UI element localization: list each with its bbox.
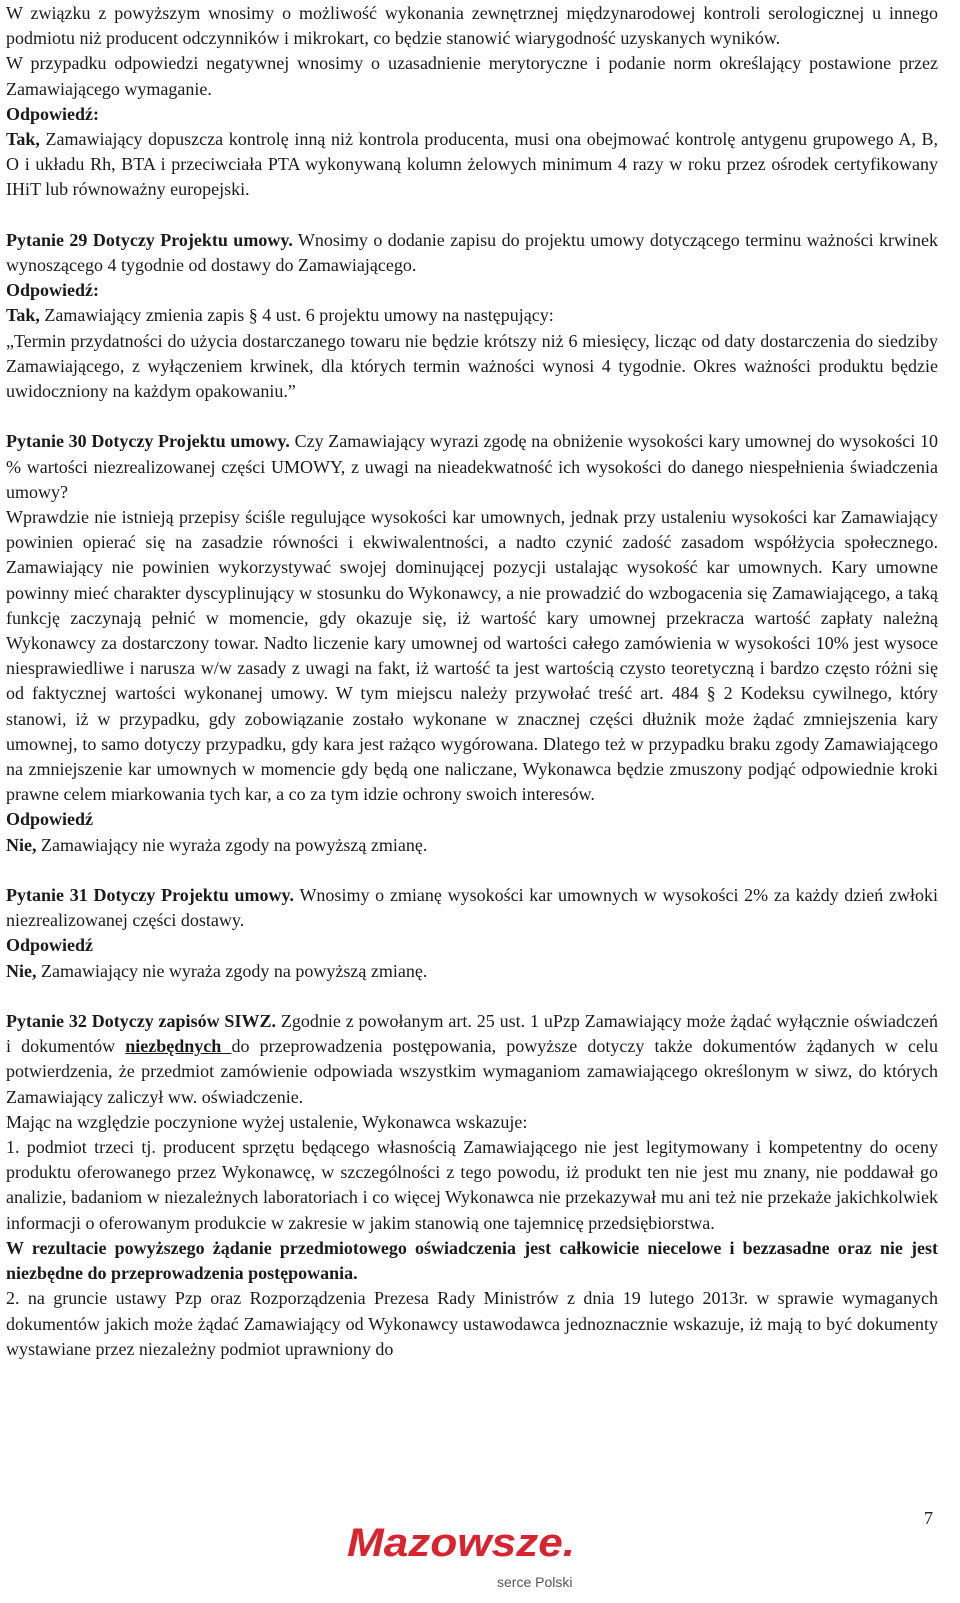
bold-text: Odpowiedź: [6,280,100,301]
text-run: do przeprowadzenia postępowania, powyższe dotyczy także dokumentów żądanych w celu potwierdzenia, że przedmiot zamówienie odpowiada wszystkim wymaganiom zamawiającego określonym w siwz, do których Zamawiający zaliczył ww. oświadczenie. [6,1036,938,1107]
text-run: „Termin przydatności do użycia dostarczanego towaru nie będzie krótszy niż 6 miesięcy, licząc od daty dostarczenia do siedziby Zamawiającego, z wyłączeniem krwinek, dla których termin ważności wynosi 4 tygodnie. Okres ważności produktu będzie uwidoczniony na każdym opakowaniu.” [6,330,938,402]
paragraph [6,429,938,505]
bold-text: Pytanie 32 Dotyczy zapisów SIWZ. [6,1011,276,1032]
paragraph [6,933,938,958]
paragraph-gap [6,203,938,228]
bold-text: Nie, [6,960,37,981]
paragraph [6,127,938,203]
paragraph [6,1110,938,1135]
paragraph [6,1009,938,1110]
text-run: Zamawiający nie wyraża zgody na powyższą zmianę. [36,834,428,855]
paragraph [6,883,938,933]
bold-text: Pytanie 31 Dotyczy Projektu umowy. [6,885,295,906]
paragraph [6,959,938,984]
bold-text: Pytanie 29 Dotyczy Projektu umowy. [6,229,293,250]
mazowsze-logo [345,1518,585,1600]
text-run: W przypadku odpowiedzi negatywnej wnosimy o uzasadnienie merytoryczne i podanie norm określający postawione przez Zamawiającego wymaganie. [6,53,938,99]
text-run: 2. na gruncie ustawy Pzp oraz Rozporządzenia Prezesa Rady Ministrów z dnia 19 lutego 2013r. w sprawie wymaganych dokumentów jakich może żądać Zamawiający od Wykonawcy ustawodawca jednoznacznie wskazuje, iż mają to być dokumenty wystawiane przez niezależny podmiot uprawniony do [6,1288,938,1359]
text-run: Wprawdzie nie istnieją przepisy ściśle regulujące wysokości kar umownych, jednak przy ustaleniu wysokości kar Zamawiający powinien opierać się na zasadzie równości i ekwiwalentności, a nadto czynić zadość zasadom współżycia społecznego. Zamawiający nie powinien wykorzystywać swojej dominującej pozycji ustalając wysokość kar umownych. Kary umowne powinny mieć charakter dyscyplinujący w stosunku do Wykonawcy, a nie prowadzić do wzbogacenia się Zamawiającego, a taką funkcję zaczynają pełnić w momencie, gdy okazuje się, iż wartość kary umownej przekracza wartość zapłaty należną Wykonawcy za dostarczony towar. Nadto liczenie kary umownej od wartości całego zamówienia w wysokości 10% jest wysoce niesprawiedliwe i narusza w/w zasady z uwagi na fakt, iż wartość ta jest wartością czysto teoretyczną i bardzo często różni się od faktycznej wartości wykonanej umowy. W tym miejscu należy przywołać treść art. 484 § 2 Kodeksu cywilnego, który stanowi, iż w przypadku, gdy zobowiązanie zostało wykonane w znacznej części dłużnik może żądać zmniejszenia kary umownej, to samo dotyczy przypadku, gdy kara jest rażąco wygórowana. Dlatego też w przypadku braku zgody Zamawiającego na zmniejszenie kar umownych w momencie gdy będą one naliczane, Wykonawca będzie zmuszony podjąć odpowiednie kroki prawne celem miarkowania tych kar, a co za tym idzie ochrony swoich interesów. [6,507,938,805]
bold-text: Odpowiedź: [6,103,100,124]
paragraph [6,1,938,51]
paragraph [6,505,938,807]
text-run: Zamawiający nie wyraża zgody na powyższą zmianę. [36,960,428,981]
logo-tagline: serce Polski [497,1574,573,1590]
paragraph-gap [6,858,938,883]
bold-text: Tak, [6,305,40,326]
paragraph [6,807,938,832]
text-run: 1. podmiot trzeci tj. producent sprzętu będącego własnością Zamawiającego nie jest legitymowany i kompetentny do oceny produktu oferowanego przez Wykonawcę, w szczególności z tego powodu, iż produkt ten nie jest mu znany, nie poddawał go analizie, badaniom w niezależnych laboratoriach i co więcej Wykonawca nie przekazywał mu ani też nie przekaże jakichkolwiek informacji o oferowanym produkcie w zakresie w jakim stanowią one tajemnicę przedsiębiorstwa. [6,1137,938,1233]
paragraph [6,1286,938,1362]
text-run: Czy Zamawiający wyrazi zgodę na obniżenie wysokości kary umownej do wysokości 10 % wartości niezrealizowanej części UMOWY, z uwagi na nieadekwatność ich wysokości do danego niespełnienia świadczenia umowy? [6,431,938,502]
paragraph [6,102,938,127]
text-run: W związku z powyższym wnosimy o możliwość wykonania zewnętrznej międzynarodowej kontroli serologicznej u innego podmiotu niż producent odczynników i mikrokart, co będzie stanowić wiarygodność uzyskanych wyników. [6,3,938,49]
bold-text: Odpowiedź [6,935,94,956]
bold-text: niezbędnych [125,1036,232,1057]
document-body [6,1,938,1362]
paragraph [6,329,938,405]
paragraph [6,1135,938,1236]
bold-text: W rezultacie powyższego żądanie przedmiotowego oświadczenia jest całkowicie niecelowe i bezzasadne oraz nie jest niezbędne do przeprowadzenia postępowania. [6,1237,938,1284]
paragraph [6,278,938,303]
bold-text: Tak, [6,129,40,150]
text-run: Mając na względzie poczynione wyżej ustalenie, Wykonawca wskazuje: [6,1111,528,1132]
bold-text: Odpowiedź [6,809,94,830]
paragraph-gap [6,404,938,429]
bold-text: Nie, [6,834,37,855]
logo-wordmark: Mazowsze. [347,1521,575,1565]
paragraph [6,303,938,328]
paragraph [6,228,938,278]
text-run: Wnosimy o dodanie zapisu do projektu umowy dotyczącego terminu ważności krwinek wynoszącego 4 tygodnie od dostawy do Zamawiającego. [6,229,938,276]
page-number: 7 [924,1508,933,1528]
text-run: Zamawiający dopuszcza kontrolę inną niż kontrola producenta, musi ona obejmować kontrolę antygenu grupowego A, B, O i układu Rh, BTA i przeciwciała PTA wykonywaną kolumn żelowych minimum 4 razy w roku przez ośrodek certyfikowany IHiT lub równoważny europejski. [6,129,938,200]
paragraph [6,51,938,101]
mazowsze-logo-mark [345,1518,580,1566]
text-run: Zamawiający zmienia zapis § 4 ust. 6 projektu umowy na następujący: [39,305,554,326]
paragraph-gap [6,984,938,1009]
text-run: Zgodnie z powołanym art. 25 ust. 1 uPzp Zamawiający może żądać wyłącznie oświadczeń i dokumentów [6,1011,938,1057]
paragraph [6,833,938,858]
paragraph [6,1236,938,1286]
bold-text: Pytanie 30 Dotyczy Projektu umowy. [6,431,290,452]
text-run: Wnosimy o zmianę wysokości kar umownych w wysokości 2% za każdy dzień zwłoki niezrealizowanej części dostawy. [6,885,939,931]
